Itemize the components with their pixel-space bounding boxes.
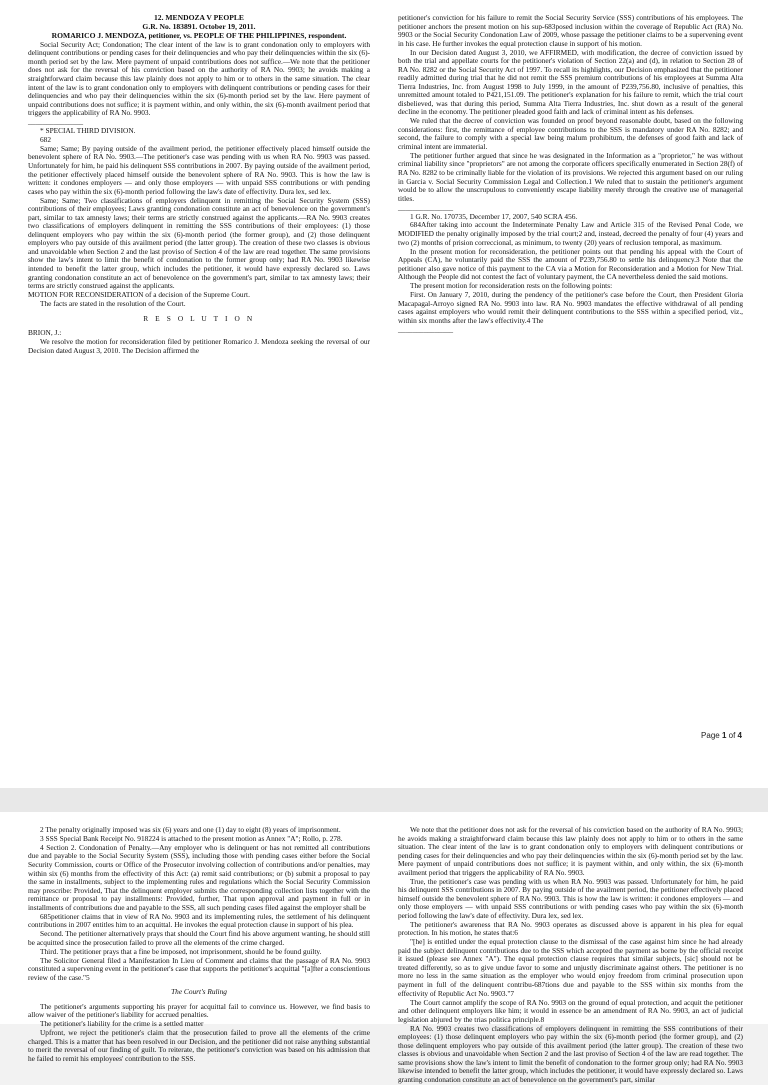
paragraph: Same; Same; By paying outside of the availment period, the petitioner effectively placed himself outside the benevolent sphere of RA No. 9903.—The petitioner's case was pending with us when RA No. 9903 was passed. Unfortunately for him, he paid his delinquent SSS contributions in 2007. By paying outside of the availment period, the petitioner effectively placed himself outside the benevolent sphere of RA No. 9903. This is how the law is written: it condones employers — and only those employers — with unpaid SSS contributions or with pending cases who pay within the six (6)-month period following the law's date of effectivity. Dura lex, sed lex. [28, 143, 370, 196]
paragraph: ROMARICO J. MENDOZA, petitioner, vs. PEOPLE OF THE PHILIPPINES, respondent. [51, 30, 347, 40]
page-current: 1 [721, 731, 727, 740]
page1-right-column [398, 14, 743, 335]
paragraph: The Court cannot amplify the scope of RA No. 9903 on the ground of equal protection, and acquit the petitioner and other delinquent employers like him; it would in essence be an amendment of RA No. 9903, an act of judicial legislation abjured by the trias politica principle.8 [398, 997, 743, 1024]
page-total: 4 [737, 731, 742, 740]
paragraph: Upfront, we reject the petitioner's claim that the prosecution failed to prove all the elements of the crime charged. This is a matter that has been resolved in our Decision, and the petitioner did not raise anything substantial to merit the reversal of our finding of guilt. To reiterate, the petitioner's conviction was based on his admission that he failed to remit his employees' contribution to the SSS. [28, 1028, 370, 1063]
paragraph: The petitioner's arguments supporting his prayer for acquittal fail to convince us. However, we find basis to allow waiver of the petitioner's liability for accrued penalties. [28, 1001, 370, 1020]
paragraph: In the present motion for reconsideration, the petitioner points out that pending his appeal with the Court of Appeals (CA), he voluntarily paid the SSS the amount of P239,756.80 to settle his delinquency.3 Note that the petitioner also gave notice of this payment to the CA via a Motion for Reconsideration and a Motion for New Trial. Although the People did not contest the fact of voluntary payment, the CA nevertheless denied the said motions. [398, 246, 743, 282]
paragraph: 4 Section 2. Condonation of Penalty.—Any employer who is delinquent or has not remitted all contributions due and payable to the Social Security System (SSS), including those with pending cases either before the Social Security Commission, courts or Office of the Prosecutor involving collection of contributions and/or penalties, may within six (6) months from the effectivity of this Act: (a) remit said contributions; or (b) submit a proposal to pay the same in installments, subject to the implementing rules and regulations which the Social Security Commission may prescribe: Provided, That the delinquent employer submits the corresponding collection lists together with the remittance or proposal to pay installments: Provided, further, That upon approval and payment in full or in installments of contributions due and payable to the SSS, all such pending cases filed against the employer shall be [28, 842, 370, 912]
paragraph: _______________ [398, 202, 454, 212]
page2-right-column [398, 826, 743, 1085]
paragraph: We resolve the motion for reconsideration filed by petitioner Romarico J. Mendoza seeking the reversal of our Decision dated August 3, 2010. The Decision affirmed the [28, 336, 370, 355]
paragraph: 12. MENDOZA V PEOPLE [153, 13, 244, 22]
page-label: Page [701, 731, 720, 740]
paragraph: G.R. No. 183891. October 19, 2011. [142, 21, 256, 31]
paragraph: In our Decision dated August 3, 2010, we AFFIRMED, with modification, the decree of conviction issued by both the trial and appellate courts for the petitioner's violation of Section 22(a) and (d), in relation to Section 28 of RA No. 8282 or the Social Security Act of 1997. To recall its highlights, our Decision emphasized that the petitioner readily admitted during trial that he did not remit the SSS premium contributions of his employees at Summa Alta Tierra Industries, Inc. from August 1998 to July 1999, in the amount of P239,756.80, inclusive of penalties, this unremitted amount totaled to P421,151.09. The petitioner's explanation for his failure to remit, which the trial court disbelieved, was that during this period, Summa Alta Tierra Industries, Inc. shut down as a result of the general decline in the economy. The petitioner pleaded good faith and lack of criminal intent as his defenses. [398, 47, 743, 117]
paragraph: Same; Same; Two classifications of employers delinquent in remitting the Social Security System (SSS) contributions of their employees; Laws granting condonation constitute an act of benevolence on the government's part, similar to tax amnesty laws; their terms are strictly construed against the applicants.—RA No. 9903 creates two classifications of employers delinquent in remitting the SSS contributions of their employees: (1) those delinquent employers who pay within the six (6)-month period (the former group), and (2) those delinquent employers who pay outside of this availment period (the latter group). The creation of these two classes is obvious and unavoidable when Section 2 and the last proviso of Section 4 of the law are read together. The same provisions show the law's intent to limit the benefit of condonation to the former group only; had RA No. 9903 likewise intended to benefit the latter group, which includes the petitioner, it would have expressly declared so. Laws granting condonation constitute an act of benevolence on the government's part, similar to tax amnesty laws; their terms are strictly construed against the applicants. [28, 195, 370, 291]
paragraph: 682 [40, 135, 52, 144]
paragraph: 1 G.R. No. 170735, December 17, 2007, 540 SCRA 456. [410, 211, 578, 221]
paragraph: The petitioner further argued that since he was designated in the Information as a "proprietor," he was without criminal liability since "proprietors" are not among the corporate officers specifically enumerated in Section 28(f) of RA No. 8282 to be criminally liable for the violation of its provisions. We rejected this argument based on our ruling in Garcia v. Social Security Commission Legal and Collection.1 We ruled that to sustain the petitioner's argument would be to allow the unscrupulous to conveniently escape liability merely through the creative use of managerial titles. [398, 150, 743, 203]
paragraph: petitioner's conviction for his failure to remit the Social Security Service (SSS) contributions of his employees. The petitioner anchors the present motion on his sup-683posed inclusion within the coverage of Republic Act (RA) No. 9903 or the Social Security Condonation Law of 2009, whose passage the petitioner claims to be a supervening event in his case. He further invokes the equal protection clause in support of his motion. [398, 13, 743, 48]
paragraph: 684After taking into account the Indeterminate Penalty Law and Article 315 of the Revised Penal Code, we MODIFIED the penalty originally imposed by the trial court;2 and, instead, decreed the penalty of four (4) years and two (2) months of prision correccional, as minimum, to twenty (20) years of reclusion temporal, as maximum. [398, 220, 743, 247]
page2-left-column [28, 826, 370, 1064]
page-gap [0, 788, 768, 812]
paragraph: The facts are stated in the resolution of the Court. [40, 298, 186, 308]
page-of: of [728, 731, 736, 740]
paragraph: 685petitioner claims that in view of RA No. 9903 and its implementing rules, the settlement of his delinquent contributions in 2007 entitles him to an acquittal. He invokes the equal protection clause in support of his plea. [28, 911, 370, 930]
paragraph: RA No. 9903 creates two classifications of employers delinquent in remitting the SSS contributions of their employees: (1) those delinquent employers who pay within the six (6)-month period (the former group), and (2) those delinquent employers who pay outside of this availment period (the latter group). The creation of these two classes is obvious and unavoidable when Section 2 and the last proviso of Section 4 of the law are read together. The same provisions show the law's intent to limit the benefit of condonation to the former group only; had RA No. 9903 likewise intended to benefit the latter group, which includes the petitioner, it would have expressly declared so. Laws granting condonation constitute an act of benevolence on the government's part, similar [398, 1023, 743, 1084]
paragraph: We note that the petitioner does not ask for the reversal of his conviction based on the authority of RA No. 9903; he avoids making a straightforward claim because this law plainly does not apply to him or to others in the same situation. The clear intent of the law is to grant condonation only to employers with delinquent contributions or pending cases for their delinquencies and who pay their delinquencies within the six (6)-month period set by the law. Mere payment of unpaid contributions does not suffice; it is payment within, and only within, the six (6)-month availment period that triggers the applicability of RA No. 9903. [398, 825, 743, 877]
paragraph: The Solicitor General filed a Manifestation In Lieu of Comment and claims that the passage of RA No. 9903 constituted a supervening event in the petitioner's case that supports the petitioner's acquittal "[a]fter a conscientious review of the case."5 [28, 955, 370, 982]
paragraph: The petitioner's liability for the crime is a settled matter [40, 1019, 204, 1029]
document-page-2 [0, 812, 768, 1084]
paragraph: _______________ [28, 117, 84, 127]
paragraph: "[he] is entitled under the equal protection clause to the dismissal of the case against him since he had already paid the subject delinquent contributions due to the SSS which accepted the payment as borne by the official receipt it issued (please see Annex "A"). The equal protection clause requires that similar subjects, [sic] should not be treated differently, so as to give undue favor to some and unjustly discriminate against others. The petitioner is no more no less in the same situation as the employer who would enjoy freedom from criminal prosecution upon payment in full of the delinquent contribu-687tions due and payable to the SSS within six months from the effectivity of Republic Act No. 9903."7 [398, 937, 743, 998]
paragraph: Second. The petitioner alternatively prays that should the Court find his above argument wanting, he should still be acquitted since the prosecution failed to prove all the elements of the crime charged. [28, 929, 370, 947]
paragraph: We ruled that the decree of conviction was founded on proof beyond reasonable doubt, based on the following considerations: first, the remittance of employee contributions to the SSS is mandatory under RA No. 8282; and second, the failure to comply with a special law being malum prohibitum, the defenses of good faith and lack of criminal intent are immaterial. [398, 116, 743, 151]
paragraph: First. On January 7, 2010, during the pendency of the petitioner's case before the Court, then President Gloria Macapagal-Arroyo signed RA No. 9903 into law. RA No. 9903 mandates the effective withdrawal of all pending cases against employers who would remit their delinquent contributions to the SSS within a specified period, viz., within six months after the law's effectivity.4 The [398, 290, 743, 325]
paragraph: 2 The penalty originally imposed was six (6) years and one (1) day to eight (8) years of imprisonment. [40, 825, 341, 834]
page-number [701, 731, 742, 740]
paragraph: BRION, J.: [28, 328, 62, 338]
paragraph: _______________ [398, 324, 454, 334]
paragraph: Third. The petitioner prays that a fine be imposed, not imprisonment, should he be found guilty. [40, 946, 322, 956]
paragraph: Social Security Act; Condonation; The clear intent of the law is to grant condonation only to employers with delinquent contributions or pending cases for their delinquencies and who pay their delinquencies within the six (6)-month period set by the law. Mere payment of unpaid contributions does not suffice.—We note that the petitioner does not ask for the reversal of his conviction based on the authority of RA No. 9903; he avoids making a straightforward claim because this law plainly does not apply to him or to others in the same situation. The clear intent of the law is to grant condonation only to employers with delinquent contributions or pending cases for their delinquencies and who pay their delinquencies within the six (6)-month period set by the law. Here payment of unpaid contributions does not suffice; it is payment within, and only within, the six (6)-month availment period that triggers the applicability of RA No. 9903. [28, 39, 370, 118]
paragraph: The present motion for reconsideration rests on the following points: [410, 281, 613, 291]
paragraph: The petitioner's awareness that RA No. 9903 operates as discussed above is apparent in his plea for equal protection. In his motion, he states that:6 [398, 919, 743, 938]
paragraph: 3 SSS Special Bank Receipt No. 918224 is attached to the present motion as Annex "A"; Rollo, p. 278. [40, 833, 343, 843]
paragraph: R E S O L U T I O N [143, 313, 255, 323]
page1-left-column [28, 14, 370, 355]
paragraph: The Court's Ruling [171, 987, 227, 997]
paragraph: MOTION FOR RECONSIDERATION of a decision of the Supreme Court. [28, 290, 250, 300]
paragraph: True, the petitioner's case was pending with us when RA No. 9903 was passed. Unfortunately for him, he paid his delinquent SSS contributions in 2007. By paying outside of the availment period, the petitioner effectively placed himself outside the benevolent sphere of RA No. 9903. This is how the law is written: it condones employers — and only those employers — with unpaid SSS contributions or with pending cases who pay within the six (6)-month period following the law's date of effectivity. Dura lex, sed lex. [398, 876, 743, 920]
paragraph: * SPECIAL THIRD DIVISION. [40, 126, 136, 136]
